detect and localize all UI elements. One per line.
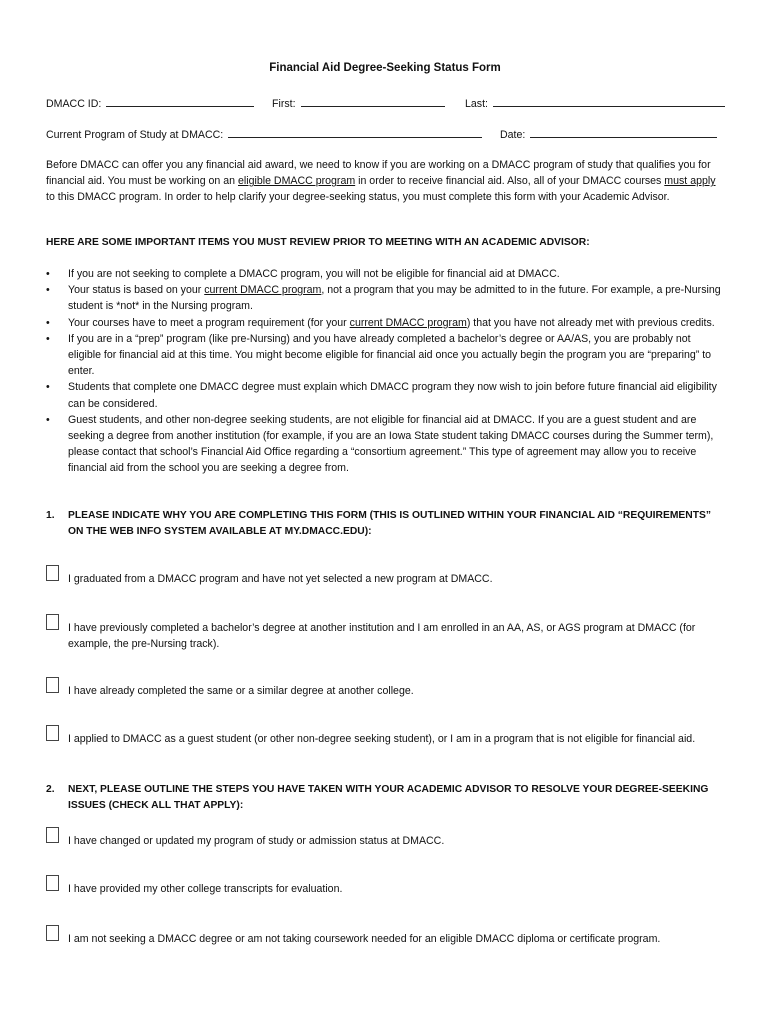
q1-option-1 — [46, 571, 726, 587]
option-label: I have previously completed a bachelor’s degree at another institution and I am enrolled in an AA, AS, or AGS program at DMACC (for example, the pre-Nursing track). — [68, 622, 696, 651]
list-item-text: ) that you have not already met with previous credits. — [466, 316, 715, 329]
program-row — [46, 127, 482, 141]
last-name-row — [465, 96, 725, 110]
question-2-text: NEXT, PLEASE OUTLINE THE STEPS YOU HAVE TAKEN WITH YOUR ACADEMIC ADVISOR TO RESOLVE YOUR DEGREE-SEEKING ISSUES (CHECK ALL THAT APPLY): — [68, 784, 709, 812]
option-label: I am not seeking a DMACC degree or am not taking coursework needed for an eligible DMACC diploma or certificate program. — [68, 933, 661, 945]
checkbox[interactable] — [46, 677, 59, 693]
option-label: I graduated from a DMACC program and have not yet selected a new program at DMACC. — [68, 573, 493, 585]
date-label: Date: — [500, 129, 526, 141]
list-item — [46, 315, 726, 331]
intro-paragraph — [46, 157, 726, 206]
first-name-label: First: — [272, 98, 296, 110]
checkbox[interactable] — [46, 565, 59, 581]
program-field[interactable] — [228, 127, 482, 138]
question-1-text: PLEASE INDICATE WHY YOU ARE COMPLETING THIS FORM (THIS IS OUTLINED WITHIN YOUR FINANCIAL AID “REQUIREMENTS” ON THE WEB INFO SYSTEM AVAILABLE AT MY.DMACC.EDU): — [68, 510, 712, 538]
q1-option-2 — [46, 620, 726, 652]
bullet-icon: • — [46, 332, 50, 345]
bullet-icon: • — [46, 413, 50, 426]
q2-option-1 — [46, 833, 726, 849]
option-label: I have changed or updated my program of study or admission status at DMACC. — [68, 835, 445, 847]
question-2 — [46, 782, 726, 814]
current-program-text: current DMACC program — [204, 284, 322, 297]
last-name-label: Last: — [465, 98, 488, 110]
list-item-text: , not a program that you may be admitted to in the future. For example, a pre-Nursing student is *not* in the Nursing program. — [68, 284, 721, 313]
option-label: I applied to DMACC as a guest student (or other non-degree seeking student), or I am in a program that is not eligible for financial aid. — [68, 733, 696, 745]
important-heading: HERE ARE SOME IMPORTANT ITEMS YOU MUST REVIEW PRIOR TO MEETING WITH AN ACADEMIC ADVISOR: — [46, 237, 590, 248]
q1-option-3 — [46, 683, 726, 699]
intro-text-1: Before DMACC can offer you any financial aid award, we need to know if you are working on a DMACC program of study that qualifies you for financial aid. You must be working on an — [46, 159, 711, 188]
date-row — [500, 127, 717, 141]
checkbox[interactable] — [46, 925, 59, 941]
checkbox[interactable] — [46, 875, 59, 891]
checkbox[interactable] — [46, 827, 59, 843]
intro-text-2: in order to receive financial aid. Also, all of your DMACC courses — [355, 175, 665, 188]
eligible-program-link: eligible DMACC program — [238, 175, 356, 188]
form-title: Financial Aid Degree-Seeking Status Form — [269, 62, 501, 74]
list-item-text: If you are in a “prep” program (like pre-Nursing) and you have already completed a bachelor’s degree or AA/AS, you are probably not eligible for financial aid at this time. You might become eligible for financial aid once you actually begin the program you are “preparing” to enter. — [68, 332, 712, 378]
list-item — [46, 379, 726, 411]
option-label: I have already completed the same or a similar degree at another college. — [68, 685, 414, 697]
bullet-icon: • — [46, 284, 50, 297]
q1-option-4 — [46, 731, 726, 747]
list-item-text: Guest students, and other non-degree seeking students, are not eligible for financial aid at DMACC. If you are a guest student and are seeking a degree from another institution (for example, if you are an Iowa State student taking DMACC courses during the Summer term), please contact that school’s Financial Aid Office regarding a “consortium agreement.” This type of agreement may allow you to receive financial aid from the school you are seeking a degree from. — [68, 413, 714, 475]
list-item-text: Students that complete one DMACC degree must explain which DMACC program they now wish to join before future financial aid eligibility can be considered. — [68, 381, 717, 410]
list-item-text: If you are not seeking to complete a DMACC program, you will not be eligible for financial aid at DMACC. — [68, 268, 560, 280]
intro-text-3: to this DMACC program. In order to help clarify your degree-seeking status, you must complete this form with your Academic Advisor. — [46, 191, 670, 204]
checkbox[interactable] — [46, 725, 59, 741]
dmacc-id-field[interactable] — [106, 96, 254, 107]
question-2-number: 2. — [46, 784, 55, 795]
list-item-text: Your status is based on your — [68, 284, 205, 297]
dmacc-id-row — [46, 96, 254, 110]
date-field[interactable] — [530, 127, 717, 138]
last-name-field[interactable] — [493, 96, 725, 107]
bullet-icon: • — [46, 268, 50, 280]
q2-option-2 — [46, 881, 726, 897]
question-1-number: 1. — [46, 510, 55, 521]
bullet-icon: • — [46, 381, 50, 394]
question-1 — [46, 508, 726, 540]
q2-option-3 — [46, 931, 726, 947]
first-name-row — [272, 96, 445, 110]
first-name-field[interactable] — [301, 96, 445, 107]
program-label: Current Program of Study at DMACC: — [46, 129, 224, 141]
list-item-text: Your courses have to meet a program requirement (for your — [68, 316, 350, 329]
list-item — [46, 331, 726, 380]
must-apply-text: must apply — [664, 175, 716, 188]
option-label: I have provided my other college transcripts for evaluation. — [68, 883, 343, 895]
bullet-icon: • — [46, 316, 50, 329]
dmacc-id-label: DMACC ID: — [46, 98, 102, 110]
list-item — [46, 266, 726, 282]
checkbox[interactable] — [46, 614, 59, 630]
important-items-list — [46, 266, 726, 477]
list-item — [46, 282, 726, 314]
current-program-text: current DMACC program — [349, 316, 467, 329]
list-item — [46, 412, 726, 477]
